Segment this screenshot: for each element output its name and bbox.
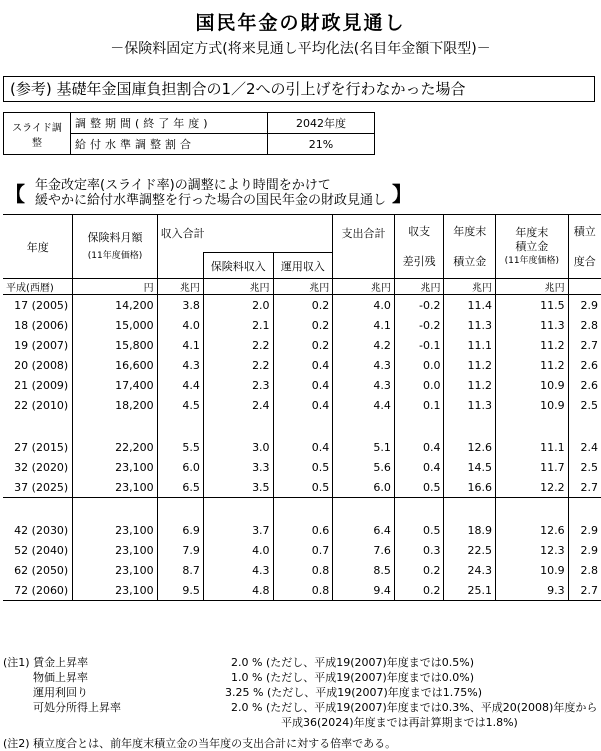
header-ratio — [568, 215, 601, 279]
cell-ratio: 2.6 — [568, 375, 601, 395]
header-ratio-top: 積立 — [573, 224, 596, 238]
unit-ratio — [568, 279, 601, 295]
spacer-cell — [333, 498, 395, 521]
cell-premium-income: 2.3 — [203, 375, 273, 395]
cell-reserve-11: 11.1 — [496, 437, 569, 457]
unit-expense: 兆円 — [333, 279, 395, 295]
cell-year: 37 (2025) — [14, 480, 69, 494]
spacer-cell — [333, 415, 395, 437]
header-reserve-top: 年度末 — [453, 224, 487, 238]
table-row — [3, 375, 601, 395]
cell-income-total: 7.9 — [157, 540, 203, 560]
table-row — [3, 540, 601, 560]
header-investment-income: 運用収入 — [273, 253, 333, 279]
cell-expense-total: 9.4 — [333, 580, 395, 601]
cell-investment-income: 0.2 — [273, 335, 333, 355]
cell-premium-income: 2.2 — [203, 355, 273, 375]
slide-adjustment-table — [3, 112, 375, 155]
cell-premium: 23,100 — [73, 457, 157, 477]
cell-premium: 16,600 — [73, 355, 157, 375]
cell-income-total: 3.8 — [157, 295, 203, 316]
header-balance-bottom: 差引残 — [402, 254, 436, 268]
cell-reserve: 18.9 — [444, 520, 496, 540]
cell-premium-income: 4.0 — [203, 540, 273, 560]
cell-expense-total: 4.1 — [333, 315, 395, 335]
cell-premium: 15,800 — [73, 335, 157, 355]
note-label: 可処分所得上昇率 — [33, 701, 121, 714]
note-label: 物価上昇率 — [33, 671, 88, 684]
cell-premium-income: 3.7 — [203, 520, 273, 540]
note-value: 平成36(2024)年度までは再計算期までは1.8%) — [281, 716, 518, 729]
cell-premium: 23,100 — [73, 540, 157, 560]
header-balance — [394, 215, 444, 279]
cell-year: 27 (2015) — [14, 440, 69, 454]
cell-year: 21 (2009) — [14, 378, 69, 392]
header-expense-total: 支出合計 — [333, 215, 395, 279]
cell-premium-income: 3.5 — [203, 477, 273, 498]
header-income-blank — [157, 253, 203, 279]
note-heading-line1: 年金改定率(スライド率)の調整により時間をかけて — [35, 178, 331, 193]
note-value: 2.0 % (ただし、平成19(2007)年度までは0.5%) — [231, 656, 475, 669]
cell-expense-total: 4.4 — [333, 395, 395, 415]
spacer-cell — [496, 415, 569, 437]
cell-balance: 0.4 — [394, 457, 444, 477]
cell-reserve: 11.3 — [444, 395, 496, 415]
cell-expense-total: 4.3 — [333, 375, 395, 395]
unit-year: 平成(西暦) — [3, 279, 73, 295]
spacer-cell — [394, 415, 444, 437]
cell-ratio: 2.7 — [568, 335, 601, 355]
header-balance-top: 収支 — [408, 224, 431, 238]
cell-reserve-11: 12.2 — [496, 477, 569, 498]
cell-income-total: 6.0 — [157, 457, 203, 477]
note-bracket-close: 】 — [392, 182, 412, 206]
cell-reserve: 11.2 — [444, 375, 496, 395]
spacer-cell — [73, 415, 157, 437]
table-body — [3, 295, 601, 601]
header-reserve-11 — [496, 215, 569, 279]
header-reserve11-top: 年度末 — [515, 225, 549, 239]
cell-reserve-11: 10.9 — [496, 560, 569, 580]
spacer-cell — [3, 415, 73, 437]
spacer-cell — [444, 415, 496, 437]
table-row — [3, 520, 601, 540]
cell-expense-total: 4.2 — [333, 335, 395, 355]
spacer-cell — [273, 415, 333, 437]
cell-ratio: 2.9 — [568, 520, 601, 540]
cell-ratio: 2.8 — [568, 560, 601, 580]
cell-expense-total: 8.5 — [333, 560, 395, 580]
slide-label: スライド調整 — [4, 113, 71, 155]
unit-income: 兆円 — [157, 279, 203, 295]
cell-premium: 18,200 — [73, 395, 157, 415]
cell-reserve: 11.3 — [444, 315, 496, 335]
cell-income-total: 4.1 — [157, 335, 203, 355]
table-row — [3, 335, 601, 355]
cell-income-total: 4.0 — [157, 315, 203, 335]
header-reserve11-mid: 積立金 — [515, 239, 549, 253]
table-row — [3, 315, 601, 335]
cell-balance: -0.2 — [394, 295, 444, 316]
cell-reserve: 11.4 — [444, 295, 496, 316]
table-row — [3, 395, 601, 415]
cell-balance: 0.4 — [394, 437, 444, 457]
cell-premium-income: 3.0 — [203, 437, 273, 457]
cell-income-total: 9.5 — [157, 580, 203, 601]
cell-expense-total: 7.6 — [333, 540, 395, 560]
cell-reserve-11: 10.9 — [496, 375, 569, 395]
cell-reserve-11: 11.5 — [496, 295, 569, 316]
header-income-total: 収入合計 — [157, 215, 333, 253]
cell-investment-income: 0.4 — [273, 437, 333, 457]
cell-balance: 0.2 — [394, 560, 444, 580]
header-ratio-bottom: 度合 — [573, 254, 596, 268]
spacer-cell — [273, 498, 333, 521]
cell-year: 19 (2007) — [14, 338, 69, 352]
cell-reserve-11: 12.3 — [496, 540, 569, 560]
header-year: 年度 — [3, 215, 73, 279]
spacer-cell — [394, 498, 444, 521]
cell-income-total: 4.3 — [157, 355, 203, 375]
table-row — [3, 477, 601, 498]
note-value: 3.25 % (ただし、平成19(2007)年度までは1.75%) — [225, 686, 483, 699]
cell-investment-income: 0.7 — [273, 540, 333, 560]
table-row — [3, 355, 601, 375]
cell-reserve-11: 11.3 — [496, 315, 569, 335]
cell-balance: 0.5 — [394, 520, 444, 540]
note-heading — [5, 178, 415, 208]
cell-investment-income: 0.8 — [273, 560, 333, 580]
page-title: 国民年金の財政見通し — [195, 12, 406, 34]
spacer-cell — [73, 498, 157, 521]
cell-year: 72 (2060) — [3, 580, 73, 601]
unit-reserve: 兆円 — [444, 279, 496, 295]
cell-premium-income: 3.3 — [203, 457, 273, 477]
cell-premium: 22,200 — [73, 437, 157, 457]
cell-reserve-11: 11.2 — [496, 355, 569, 375]
unit-premium-income: 兆円 — [203, 279, 273, 295]
table-row — [3, 437, 601, 457]
cell-ratio: 2.9 — [568, 540, 601, 560]
cell-reserve-11: 12.6 — [496, 520, 569, 540]
spacer-row — [3, 498, 601, 521]
table-row — [3, 295, 601, 316]
reference-box: (参考) 基礎年金国庫負担割合の1／2への引上げを行わなかった場合 — [3, 76, 595, 102]
header-reserve — [444, 215, 496, 279]
header-reserve11-sub: (11年度価格) — [504, 255, 560, 266]
cell-reserve-11: 10.9 — [496, 395, 569, 415]
cell-premium: 23,100 — [73, 520, 157, 540]
note-value: 2.0 % (ただし、平成19(2007)年度までは0.3%、平成20(2008)年度から — [231, 701, 598, 714]
cell-reserve-11: 11.2 — [496, 335, 569, 355]
cell-year: 52 (2040) — [14, 543, 69, 557]
table-row — [3, 457, 601, 477]
header-premium-label: 保険料月額 — [87, 230, 143, 244]
table-row — [3, 580, 601, 601]
cell-balance: 0.5 — [394, 477, 444, 498]
cell-balance: 0.2 — [394, 580, 444, 601]
cell-premium-income: 2.0 — [203, 295, 273, 316]
cell-reserve: 11.2 — [444, 355, 496, 375]
note-label: 運用利回り — [33, 686, 88, 699]
cell-balance: 0.1 — [394, 395, 444, 415]
cell-expense-total: 6.4 — [333, 520, 395, 540]
header-reserve-bottom: 積立金 — [453, 254, 487, 268]
cell-expense-total: 5.6 — [333, 457, 395, 477]
cell-investment-income: 0.2 — [273, 295, 333, 316]
cell-expense-total: 6.0 — [333, 477, 395, 498]
cell-investment-income: 0.6 — [273, 520, 333, 540]
cell-investment-income: 0.8 — [273, 580, 333, 601]
header-premium-income: 保険料収入 — [203, 253, 273, 279]
cell-premium: 23,100 — [73, 560, 157, 580]
cell-balance: 0.0 — [394, 375, 444, 395]
cell-expense-total: 4.3 — [333, 355, 395, 375]
note-bracket-open: 【 — [5, 182, 25, 206]
header-premium — [73, 215, 157, 279]
cell-year: 18 (2006) — [14, 318, 69, 332]
cell-ratio: 2.4 — [568, 437, 601, 457]
cell-reserve: 14.5 — [444, 457, 496, 477]
spacer-cell — [203, 415, 273, 437]
page-subtitle: －保険料固定方式(将来見通し平均化法(名目年金額下限型)－ — [110, 41, 491, 57]
note-value: 1.0 % (ただし、平成19(2007)年度までは0.0%) — [231, 671, 475, 684]
slide-item: 調整期間(終了年度) — [71, 113, 268, 134]
cell-premium: 23,100 — [73, 580, 157, 601]
cell-balance: -0.2 — [394, 315, 444, 335]
cell-income-total: 4.5 — [157, 395, 203, 415]
slide-value: 2042年度 — [268, 113, 375, 134]
cell-expense-total: 5.1 — [333, 437, 395, 457]
cell-income-total: 6.9 — [157, 520, 203, 540]
cell-income-total: 5.5 — [157, 437, 203, 457]
cell-reserve: 25.1 — [444, 580, 496, 601]
cell-premium-income: 2.2 — [203, 335, 273, 355]
cell-premium-income: 2.4 — [203, 395, 273, 415]
cell-investment-income: 0.5 — [273, 477, 333, 498]
finance-projection-table — [3, 214, 601, 601]
cell-reserve: 22.5 — [444, 540, 496, 560]
cell-income-total: 8.7 — [157, 560, 203, 580]
cell-ratio: 2.9 — [568, 295, 601, 316]
cell-ratio: 2.8 — [568, 315, 601, 335]
cell-premium-income: 4.3 — [203, 560, 273, 580]
spacer-cell — [203, 498, 273, 521]
header-premium-sub: (11年度価格) — [87, 250, 143, 261]
cell-investment-income: 0.2 — [273, 315, 333, 335]
cell-premium-income: 4.8 — [203, 580, 273, 601]
unit-investment-income: 兆円 — [273, 279, 333, 295]
unit-reserve11: 兆円 — [496, 279, 569, 295]
cell-balance: 0.0 — [394, 355, 444, 375]
cell-reserve-11: 9.3 — [496, 580, 569, 601]
spacer-cell — [568, 498, 601, 521]
spacer-cell — [157, 415, 203, 437]
note-heading-line2: 緩やかに給付水準調整を行った場合の国民年金の財政見通し — [35, 193, 387, 208]
cell-premium: 14,200 — [73, 295, 157, 316]
cell-year: 62 (2050) — [14, 563, 69, 577]
cell-investment-income: 0.4 — [273, 395, 333, 415]
note-label: (注1) 賃金上昇率 — [3, 656, 89, 669]
spacer-cell — [3, 498, 73, 521]
cell-year: 17 (2005) — [14, 298, 69, 312]
spacer-cell — [568, 415, 601, 437]
cell-reserve: 16.6 — [444, 477, 496, 498]
cell-reserve: 11.1 — [444, 335, 496, 355]
cell-reserve-11: 11.7 — [496, 457, 569, 477]
slide-value: 21% — [268, 134, 375, 155]
cell-ratio: 2.5 — [568, 395, 601, 415]
spacer-row — [3, 415, 601, 437]
note-text: (注2) 積立度合とは、前年度末積立金の当年度の支出合計に対する倍率である。 — [3, 737, 397, 750]
cell-ratio: 2.7 — [568, 477, 601, 498]
unit-premium: 円 — [73, 279, 157, 295]
cell-year: 20 (2008) — [14, 358, 69, 372]
cell-reserve: 24.3 — [444, 560, 496, 580]
cell-balance: 0.3 — [394, 540, 444, 560]
unit-row — [3, 279, 601, 295]
table-row — [3, 560, 601, 580]
cell-premium: 23,100 — [73, 477, 157, 498]
cell-investment-income: 0.5 — [273, 457, 333, 477]
slide-item: 給付水準調整割合 — [71, 134, 268, 155]
cell-year: 22 (2010) — [14, 398, 69, 412]
spacer-cell — [444, 498, 496, 521]
cell-expense-total: 4.0 — [333, 295, 395, 316]
cell-premium-income: 2.1 — [203, 315, 273, 335]
cell-premium: 15,000 — [73, 315, 157, 335]
spacer-cell — [496, 498, 569, 521]
cell-balance: -0.1 — [394, 335, 444, 355]
spacer-cell — [157, 498, 203, 521]
cell-ratio: 2.5 — [568, 457, 601, 477]
cell-investment-income: 0.4 — [273, 375, 333, 395]
cell-income-total: 6.5 — [157, 477, 203, 498]
unit-balance: 兆円 — [394, 279, 444, 295]
cell-reserve: 12.6 — [444, 437, 496, 457]
cell-year: 42 (2030) — [14, 523, 69, 537]
cell-income-total: 4.4 — [157, 375, 203, 395]
cell-investment-income: 0.4 — [273, 355, 333, 375]
cell-premium: 17,400 — [73, 375, 157, 395]
cell-ratio: 2.6 — [568, 355, 601, 375]
cell-ratio: 2.7 — [568, 580, 601, 601]
cell-year: 32 (2020) — [14, 460, 69, 474]
